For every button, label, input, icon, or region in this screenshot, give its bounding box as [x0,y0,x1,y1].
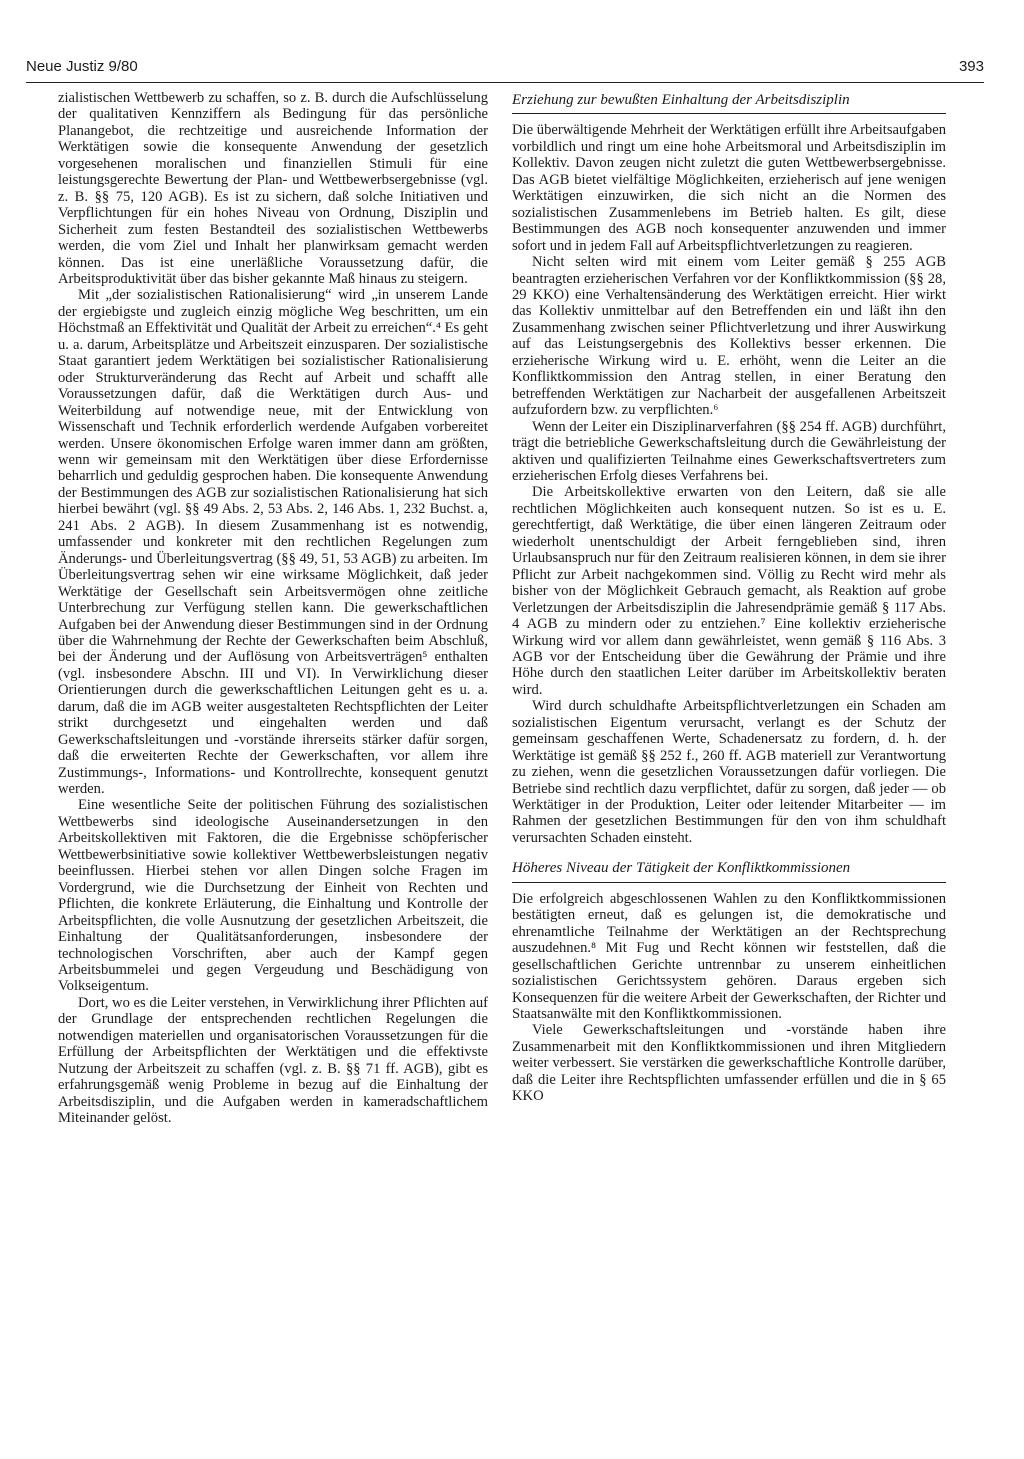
paragraph: Die erfolgreich abgeschlossenen Wahlen zu den Konfliktkommissionen bestätigten erneut, daß es gelungen ist, die demokratische und ehrenamtliche Teilnahme der Werktätigen an der Rechtsprechung auszudehnen.⁸ Mit Fug und Recht können wir feststellen, daß die gesellschaftlichen Gerichte untrennbar zu unserem einheitlichen sozialistischen Gerichtssystem gehören. Daraus ergeben sich Konsequenzen für die weitere Arbeit der Gewerkschaften, der Richter und Staatsanwälte mit den Konfliktkommissionen. [512,890,946,1023]
left-column [58,90,488,1127]
page-number: 393 [958,58,984,75]
page-header [26,58,984,80]
right-column [512,90,946,1105]
paragraph: Eine wesentliche Seite der politischen Führung des sozialistischen Wettbewerbs sind ideologische Auseinandersetzungen in den Arbeitskollektiven mit Faktoren, die die Ergebnisse schöpferischer Wettbewerbsinitiative sowie kollektiver Wettbewerbsleistungen negativ beeinflussen. Hierbei stehen vor allen Dingen solche Fragen im Vordergrund, wie die Durchsetzung der Einheit von Rechten und Pflichten, die konkrete Erläuterung, die Einhaltung und Kontrolle der Arbeitspflichten, die volle Ausnutzung der gesetzlichen Arbeitszeit, die Einhaltung der Qualitätsanforderungen, insbesondere der technologischen Vorschriften, aber auch der Kampf gegen Arbeitsbummelei und gegen Vergeudung und Beschädigung von Volkseigentum. [58,797,488,995]
paragraph: zialistischen Wettbewerb zu schaffen, so z. B. durch die Aufschlüsselung der qualitativen Kennziffern als Bedingung für das persönliche Planangebot, die rechtzeitige und ausreichende Information der Werktätigen sowie die konsequente Anwendung der gesetzlich vorgesehenen moralischen und finanziellen Stimuli für eine leistungsgerechte Bewertung der Plan- und Wettbewerbsergebnisse (vgl. z. B. §§ 75, 120 AGB). Es ist zu sichern, daß solche Initiativen und Verpflichtungen für ein hohes Niveau von Ordnung, Disziplin und Sicherheit zum festen Bestandteil des sozialistischen Wettbewerbs werden, die vom Ziel und Inhalt her planwirksam gemacht werden können. Das ist eine unerläßliche Voraussetzung dafür, die Arbeitsproduktivität über das bisher gekannte Maß hinaus zu steigern. [58,90,488,287]
header-rule [26,82,984,83]
paragraph: Viele Gewerkschaftsleitungen und -vorstände haben ihre Zusammenarbeit mit den Konfliktkommissionen und ihren Mitgliedern weiter verbessert. Sie verstärken die gewerkschaftliche Kontrolle darüber, daß die Leiter ihre Rechtspflichten umfassender erfüllen und die in § 65 KKO [512,1022,946,1105]
paragraph: Nicht selten wird mit einem vom Leiter gemäß § 255 AGB beantragten erzieherischen Verfahren vor der Konfliktkommission (§§ 28, 29 KKO) eine Verhaltensänderung des Werktätigen erreicht. Hier wirkt das Kollektiv unmittelbar auf den Betreffenden ein und läßt ihn den Zusammenhang zwischen seiner Pflichtverletzung und ihrer Auswirkung auf das Leistungsergebnis des Kollektivs besser erkennen. Die erzieherische Wirkung wird u. E. erhöht, wenn die Leiter an die Konfliktkommission den Antrag stellen, in einer Beratung den betreffenden Werktätigen zur Nacharbeit der ausgefallenen Arbeitszeit aufzufordern bzw. zu verpflichten.⁶ [512,254,946,419]
paragraph: Wird durch schuldhafte Arbeitspflichtverletzungen ein Schaden am sozialistischen Eigentum verursacht, verlangt es der Schutz der gemeinsam geschaffenen Werte, Schadenersatz zu fordern, d. h. der Werktätige ist gemäß §§ 252 f., 260 ff. AGB materiell zur Verantwortung zu ziehen, wenn die gesetzlichen Voraussetzungen dafür vorliegen. Die Betriebe sind rechtlich dazu verpflichtet, dafür zu sorgen, daß jeder — ob Werktätiger in der Produktion, Leiter oder leitender Mitarbeiter — im Rahmen der gesetzlichen Bestimmungen für den von ihm schuldhaft verursachten Schaden einsteht. [512,698,946,846]
paragraph: Die überwältigende Mehrheit der Werktätigen erfüllt ihre Arbeitsaufgaben vorbildlich und ringt um eine hohe Arbeitsmoral und Arbeitsdisziplin im Kollektiv. Davon zeugen nicht zuletzt die guten Wettbewerbsergebnisse. Das AGB bietet vielfältige Möglichkeiten, erzieherisch auf jene wenigen Werktätigen einzuwirken, die sich nicht an die Normen des sozialistischen Zusammenlebens im Betrieb halten. Es gilt, diese Bestimmungen des AGB noch konsequenter anzuwenden und immer sofort und in jedem Fall auf Arbeitspflichtverletzungen zu reagieren. [512,122,946,254]
paragraph: Mit „der sozialistischen Rationalisierung“ wird „in unserem Lande der ergiebigste und zugleich einzig mögliche Weg beschritten, um ein Höchstmaß an Effektivität und Qualität der Arbeit zu erreichen“.⁴ Es geht u. a. darum, Arbeitsplätze und Arbeitszeit einzusparen. Der sozialistische Staat garantiert jedem Werktätigen bei sozialistischer Rationalisierung oder Strukturveränderung das Recht auf Arbeit und schafft alle Voraussetzungen dafür, daß die Werktätigen durch Aus- und Weiterbildung auf notwendige neue, mit der Entwicklung von Wissenschaft und Technik erforderlich werdende Aufgaben vorbereitet werden. Unsere ökonomischen Erfolge waren immer dann am größten, wenn wir gemeinsam mit den Werktätigen über diese Erfordernisse beharrlich und geduldig gesprochen haben. Die konsequente Anwendung der Bestimmungen des AGB zur sozialistischen Rationalisierung hat sich hierbei bewährt (vgl. §§ 49 Abs. 2, 53 Abs. 2, 146 Abs. 1, 232 Buchst. a, 241 Abs. 2 AGB). In diesem Zusammenhang ist es notwendig, umfassender und konkreter mit den rechtlichen Regelungen zum Änderungs- und Überleitungsvertrag (§§ 49, 51, 53 AGB) zu arbeiten. Im Überleitungsvertrag sehen wir eine wirksame Möglichkeit, daß jeder Werktätige der Gesellschaft sein Arbeitsvermögen ohne zeitliche Unterbrechung zur Verfügung stellen kann. Die gewerkschaftlichen Aufgaben bei der Anwendung dieser Bestimmungen sind in der Ordnung über die Wahrnehmung der Rechte der Gewerkschaften beim Abschluß, bei der Änderung und der Auflösung von Arbeitsverträgen⁵ enthalten (vgl. insbesondere Abschn. III und VI). In Verwirklichung dieser Orientierungen durch die gewerkschaftlichen Leitungen geht es u. a. darum, daß die im AGB weiter ausgestalteten Rechtspflichten der Leiter strikt durchgesetzt und eingehalten werden und daß Gewerkschaftsleitungen und -vorstände ihrerseits stärker dafür sorgen, daß die erweiterten Rechte der Gewerkschaften, vor allem ihre Zustimmungs-, Informations- und Kontrollrechte, konsequent genutzt werden. [58,287,489,798]
section-heading: Erziehung zur bewußten Einhaltung der Arbeitsdisziplin [512,90,946,114]
paragraph: Wenn der Leiter ein Disziplinarverfahren (§§ 254 ff. AGB) durchführt, trägt die betriebliche Gewerkschaftsleitung durch die Gewährleistung der aktiven und qualifizierten Teilnahme eines Gewerkschaftsvertreters zum erzieherischen Erfolg dieses Verfahrens bei. [512,418,946,484]
journal-title: Neue Justiz 9/80 [26,58,138,75]
paragraph: Dort, wo es die Leiter verstehen, in Verwirklichung ihrer Pflichten auf der Grundlage der entsprechenden rechtlichen Regelungen die notwendigen materiellen und organisatorischen Voraussetzungen für die Erfüllung der Arbeitspflichten der Werktätigen und die effektivste Nutzung der Arbeitszeit zu schaffen (vgl. z. B. §§ 71 ff. AGB), gibt es erfahrungsgemäß wenig Probleme in bezug auf die Einhaltung der Arbeitsdisziplin, und die Aufgaben werden in kameradschaftlichem Miteinander gelöst. [58,994,488,1127]
paragraph: Die Arbeitskollektive erwarten von den Leitern, daß sie alle rechtlichen Möglichkeiten auch konsequent nutzen. So ist es u. E. gerechtfertigt, daß Werktätige, die über einen längeren Zeitraum oder wiederholt unentschuldigt der Arbeit ferngeblieben sind, ihren Urlaubsanspruch nur für den Zeitraum realisieren können, in dem sie ihrer Pflicht zur Arbeit nachgekommen sind. Völlig zu Recht wird mehr als bisher von der Möglichkeit Gebrauch gemacht, als Reaktion auf grobe Verletzungen der Arbeitsdisziplin die Jahresendprämie gemäß § 117 Abs. 4 AGB zu mindern oder zu entziehen.⁷ Eine kollektiv erzieherische Wirkung wird vor allem dann gewährleistet, wenn gemäß § 116 Abs. 3 AGB vor der Entscheidung über die Gewährung der Prämie und ihre Höhe durch den staatlichen Leiter darüber im Arbeitskollektiv beraten wird. [512,484,947,698]
section-heading: Höheres Niveau der Tätigkeit der Konfliktkommissionen [512,858,946,882]
